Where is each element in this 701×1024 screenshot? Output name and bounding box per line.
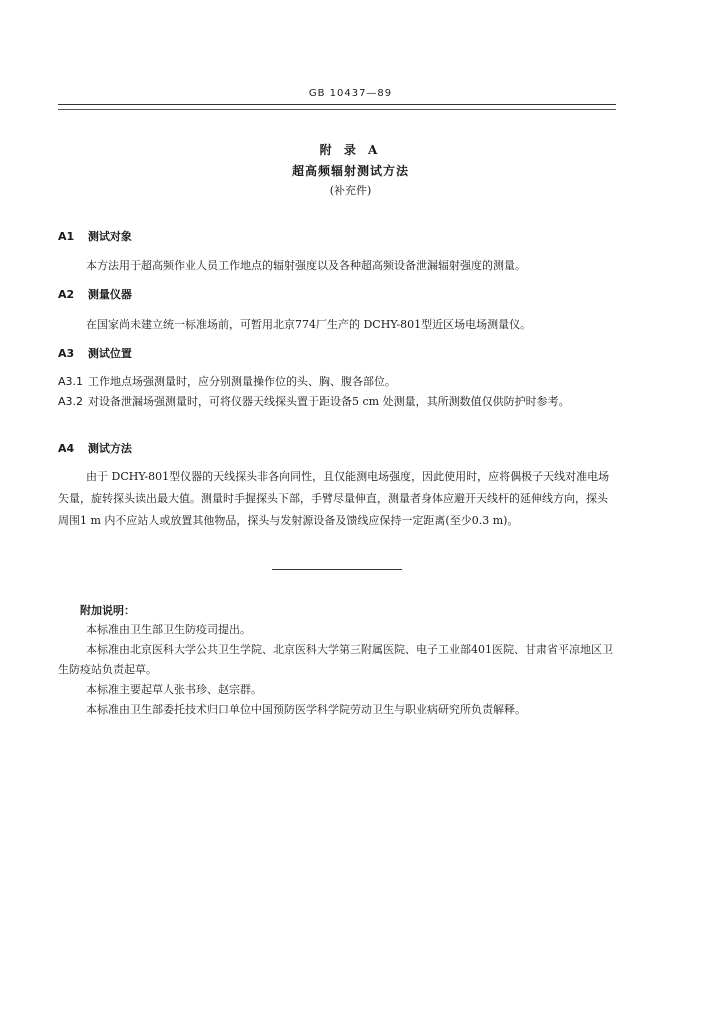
section-number: A2 xyxy=(58,288,75,301)
end-rule xyxy=(272,569,402,570)
section-title: 测试方法 xyxy=(87,442,132,455)
section-a2-text: 在国家尚未建立统一标准场前，可暂用北京774厂生产的 DCHY-801型近区场电场测量仪。 xyxy=(86,318,532,331)
section-a1-text: 本方法用于超高频作业人员工作地点的辐射强度以及各种超高频设备泄漏辐射强度的测量。 xyxy=(86,259,526,272)
header-rule xyxy=(58,104,616,105)
clause-text: 工作地点场强测量时，应分别测量操作位的头、胸、腹各部位。 xyxy=(88,375,396,388)
section-title: 测试位置 xyxy=(87,347,132,360)
clause-a3-1 xyxy=(58,372,620,392)
clause-text: 对设备泄漏场强测量时，可将仪器天线探头置于距设备5 cm 处测量，其所测数值仅供防护时参考。 xyxy=(88,395,570,408)
section-heading-a2 xyxy=(58,286,132,302)
note-line-1: 本标准由卫生部卫生防疫司提出。 xyxy=(86,623,251,636)
clause-a3-2 xyxy=(58,392,620,412)
note-line-2: 本标准由北京医科大学公共卫生学院、北京医科大学第三附属医院、电子工业部401医院、甘肃省平凉地区卫生防疫站负责起草。 xyxy=(58,643,613,676)
section-heading-a3 xyxy=(58,345,132,361)
section-a4-text: 由于 DCHY-801型仪器的天线探头非各向同性，且仅能测电场强度，因此使用时，应将偶极子天线对准电场矢量，旋转探头读出最大值。测量时手握探头下部，手臂尽量伸直，测量者身体应避开天线杆的延伸线方向，探头周围1 m 内不应站人或放置其他物品，探头与发射源设备及馈线应保持一定距离(至少0.3 m)。 xyxy=(58,470,610,527)
appendix-subtitle: 超高频辐射测试方法 xyxy=(291,164,409,178)
section-number: A1 xyxy=(58,230,75,243)
appendix-title: 附 录 A xyxy=(319,143,382,157)
notes-title: 附加说明： xyxy=(80,604,135,617)
section-heading-a4 xyxy=(58,440,132,456)
section-number: A3 xyxy=(58,347,75,360)
clause-number: A3.2 xyxy=(58,395,84,408)
note-line-3: 本标准主要起草人张书珍、赵宗群。 xyxy=(86,683,262,696)
clause-number: A3.1 xyxy=(58,375,84,388)
section-title: 测量仪器 xyxy=(87,288,132,301)
standard-code-header: GB 10437—89 xyxy=(308,88,393,99)
section-heading-a1 xyxy=(58,228,132,244)
appendix-note: (补充件) xyxy=(329,184,372,197)
section-number: A4 xyxy=(58,442,75,455)
section-title: 测试对象 xyxy=(87,230,132,243)
note-line-4: 本标准由卫生部委托技术归口单位中国预防医学科学院劳动卫生与职业病研究所负责解释。 xyxy=(86,703,526,716)
header-rule-secondary xyxy=(58,109,616,110)
